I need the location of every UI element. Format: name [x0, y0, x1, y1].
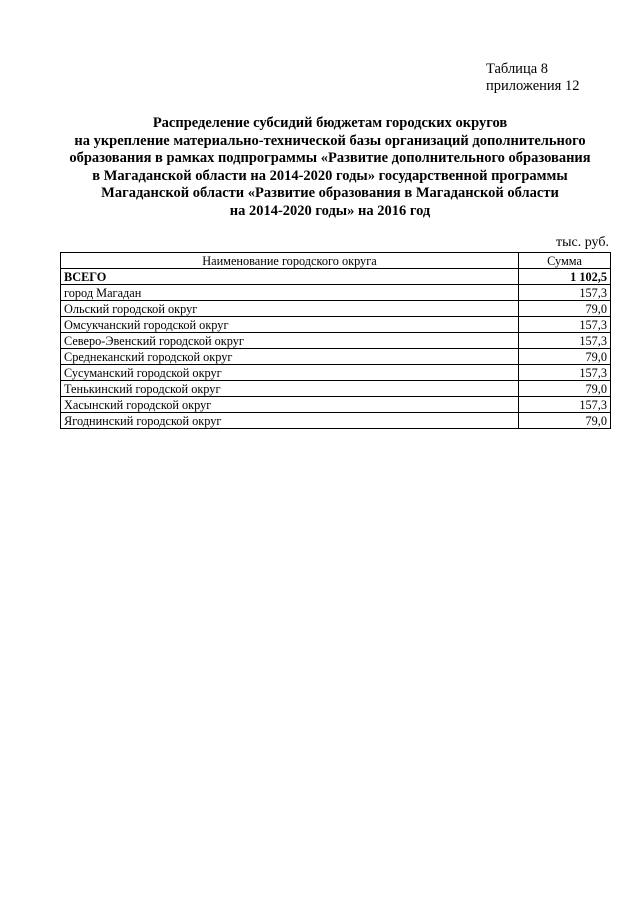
table-reference — [486, 61, 579, 95]
units-label: тыс. руб. — [556, 235, 609, 250]
district-amount: 157,3 — [519, 317, 611, 333]
table-row — [61, 413, 611, 429]
document-title — [40, 115, 620, 220]
column-header-name: Наименование городского округа — [61, 253, 519, 269]
district-amount: 157,3 — [519, 285, 611, 301]
total-amount: 1 102,5 — [519, 269, 611, 285]
district-amount: 157,3 — [519, 333, 611, 349]
table-row — [61, 285, 611, 301]
subsidy-table — [60, 252, 611, 429]
title-line: на 2014-2020 годы» на 2016 год — [229, 202, 431, 219]
table-row — [61, 349, 611, 365]
total-row — [61, 269, 611, 285]
district-name: Ольский городской округ — [61, 301, 519, 317]
title-line: Магаданской области «Развитие образования в Магаданской области — [101, 185, 559, 201]
district-name: Тенькинский городской округ — [61, 381, 519, 397]
title-line: на укрепление материально-технической базы организаций дополнительного — [74, 132, 586, 149]
district-amount: 79,0 — [519, 349, 611, 365]
district-amount: 157,3 — [519, 397, 611, 413]
district-name: Среднеканский городской округ — [61, 349, 519, 365]
title-line: образования в рамках подпрограммы «Развитие дополнительного образования — [69, 150, 591, 166]
table-row — [61, 301, 611, 317]
title-line: Распределение субсидий бюджетам городских округов — [152, 115, 508, 131]
table-row — [61, 333, 611, 349]
district-amount: 79,0 — [519, 413, 611, 429]
table-header-row — [61, 253, 611, 269]
table-number: Таблица 8 — [486, 61, 549, 77]
appendix-number: приложения 12 — [486, 78, 580, 94]
table-row — [61, 365, 611, 381]
table-row — [61, 381, 611, 397]
district-name: город Магадан — [61, 285, 519, 301]
title-line: в Магаданской области на 2014-2020 годы» государственной программы — [92, 167, 568, 184]
district-name: Ягоднинский городской округ — [61, 413, 519, 429]
district-amount: 157,3 — [519, 365, 611, 381]
district-name: Хасынский городской округ — [61, 397, 519, 413]
table-row — [61, 317, 611, 333]
district-amount: 79,0 — [519, 301, 611, 317]
total-label: ВСЕГО — [61, 269, 519, 285]
district-name: Омсукчанский городской округ — [61, 317, 519, 333]
table-row — [61, 397, 611, 413]
column-header-amount: Сумма — [519, 253, 611, 269]
district-name: Сусуманский городской округ — [61, 365, 519, 381]
district-name: Северо-Эвенский городской округ — [61, 333, 519, 349]
district-amount: 79,0 — [519, 381, 611, 397]
